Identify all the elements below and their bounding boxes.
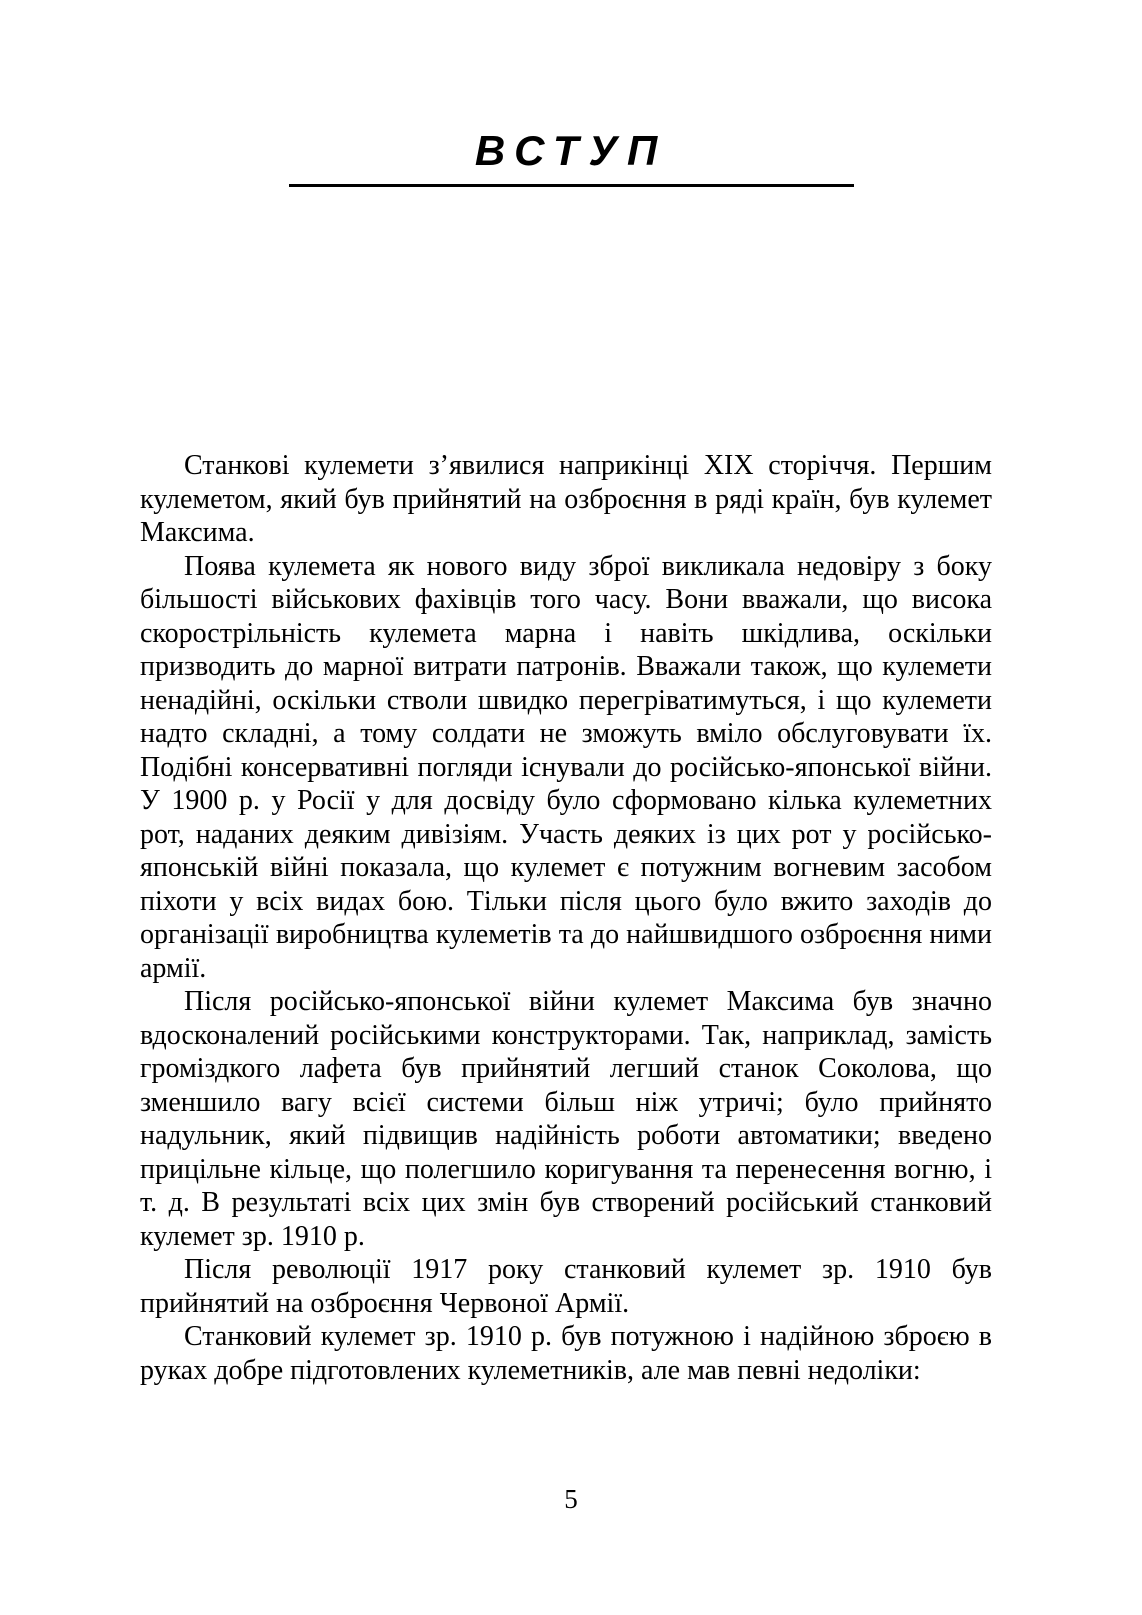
page-number: 5 [564, 1484, 578, 1514]
title-underline [289, 184, 854, 187]
paragraph: Після революції 1917 року станковий кулемет зр. 1910 був прийнятий на озброєння Червоної Армії. [140, 1254, 992, 1319]
paragraph: Поява кулемета як нового виду зброї викликала недовіру з боку більшості військових фахівців того часу. Вони вважали, що висока скорострільність кулемета марна і навіть шкідлива, оскільки призводить до марної витрати патронів. Вважали також, що кулемети ненадійні, оскільки стволи швидко перегріватимуться, і що кулемети надто складні, а тому солдати не зможуть вміло обслуговувати їх. Подібні консервативні погляди існували до російсько-японської війни. У 1900 р. у Росії у для досвіду було сформовано кілька кулеметних рот, наданих деяким дивізіям. Участь деяких із цих рот у російсько-японській війні показала, що кулемет є потужним вогневим засобом піхоти у всіх видах бою. Тільки після цього було вжито заходів до організації виробництва кулеметів та до найшвидшого озброєння ними армії. [140, 550, 992, 984]
page-title: ВСТУП [474, 127, 668, 174]
document-body [140, 449, 992, 1387]
paragraph: Станкові кулемети з’явилися наприкінці XIX сторіччя. Першим кулеметом, який був прийнятий на озброєння в ряді країн, був кулемет Максима. [140, 450, 992, 548]
title-block [0, 128, 1142, 187]
paragraph: Після російсько-японської війни кулемет Максима був значно вдосконалений російськими конструкторами. Так, наприклад, замість громіздкого лафета був прийнятий легший станок Соколова, що зменшило вагу всієї системи більш ніж утричі; було прийнято надульник, який підвищив надійність роботи автоматики; введено прицільне кільце, що полегшило коригування та перенесення вогню, і т. д. В результаті всіх цих змін був створений російський станковий кулемет зр. 1910 р. [140, 986, 992, 1252]
paragraph: Станковий кулемет зр. 1910 р. був потужною і надійною зброєю в руках добре підготовлених кулеметників, але мав певні недоліки: [140, 1321, 992, 1386]
